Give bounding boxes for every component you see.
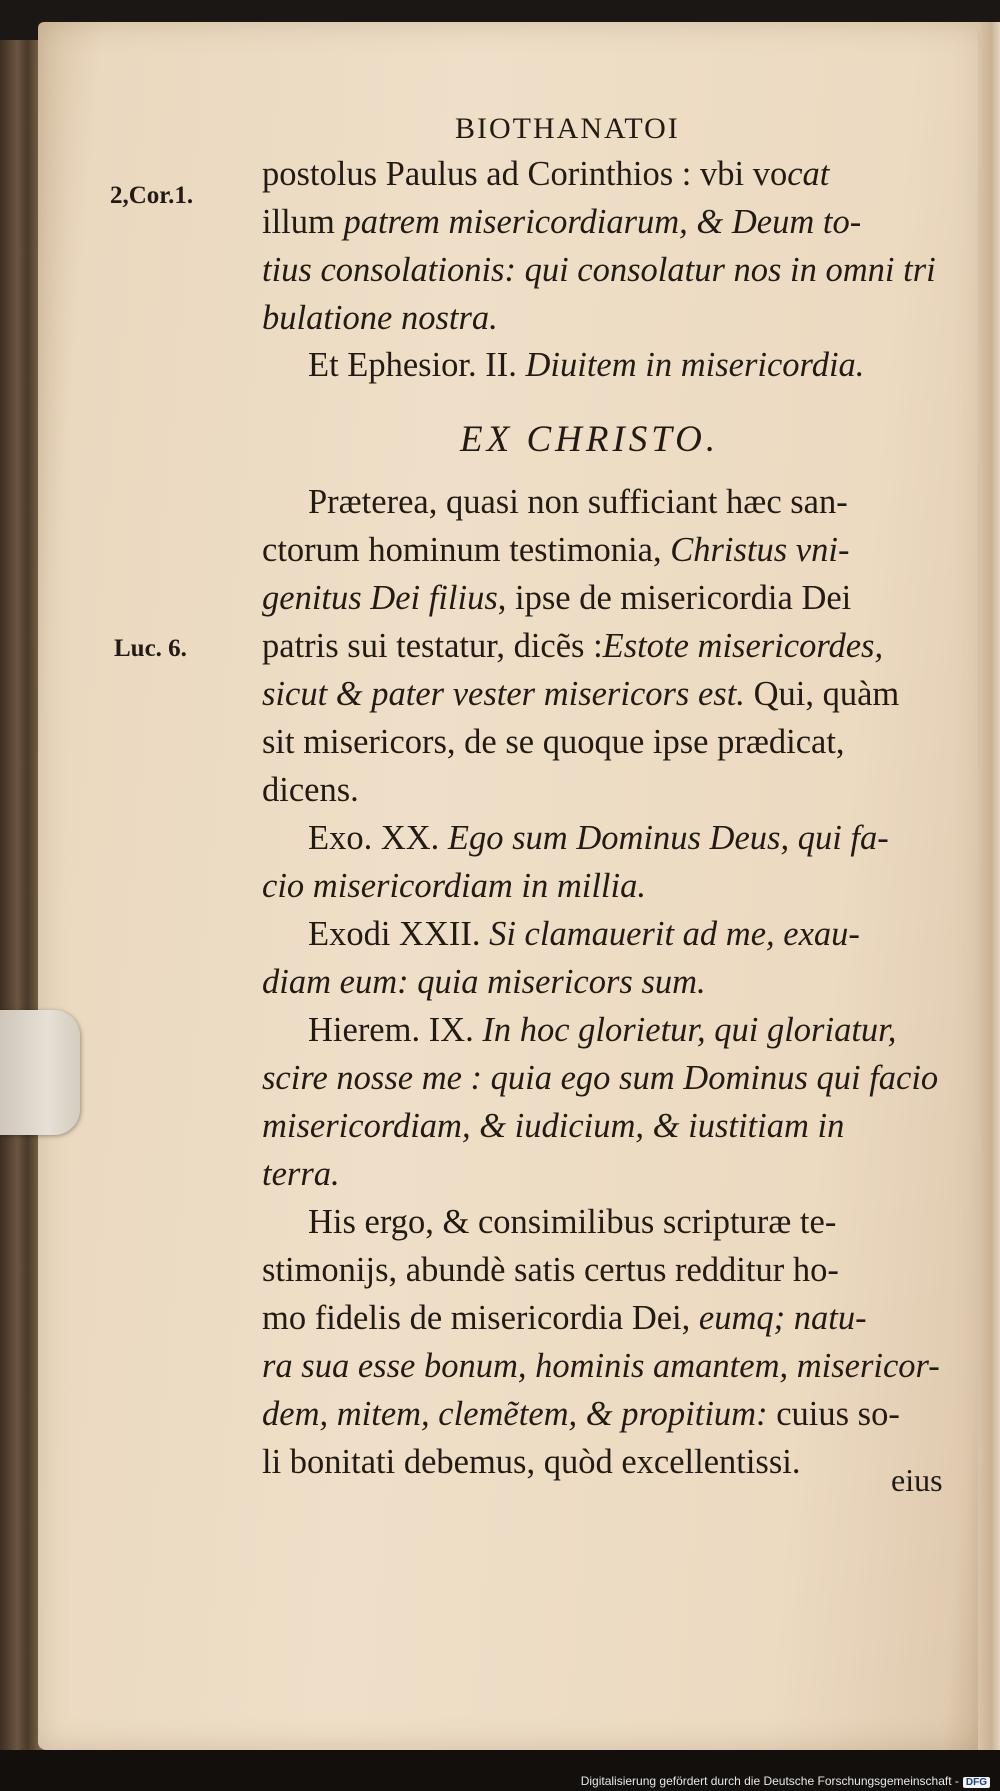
section-title: EX CHRISTO.	[460, 419, 720, 460]
text-line: His ergo, & consimilibus scripturæ te-	[308, 1203, 837, 1241]
catchword: eius	[891, 1462, 943, 1498]
text-line: Hierem. IX. In hoc glorietur, qui gloriatur,	[308, 1011, 897, 1049]
text-line: ctorum hominum testimonia, Christus vni-	[262, 531, 850, 569]
text-line: stimonijs, abundè satis certus redditur ho-	[262, 1251, 839, 1289]
text-line: postolus Paulus ad Corinthios : vbi vocat	[262, 155, 830, 193]
running-header: BIOTHANATOI	[455, 112, 680, 145]
text-line: tius consolationis: qui consolatur nos in omni tri	[262, 251, 936, 289]
footer-band	[0, 1750, 1000, 1791]
text-line: Exodi XXII. Si clamauerit ad me, exau-	[308, 915, 860, 953]
text-line: sit misericors, de se quoque ipse prædicat,	[262, 723, 845, 761]
text-line: terra.	[262, 1155, 340, 1193]
text-line: diam eum: quia misericors sum.	[262, 963, 706, 1001]
text-line: misericordiam, & iudicium, & iustitiam in	[262, 1107, 845, 1145]
text-line: sicut & pater vester misericors est. Qui, quàm	[262, 675, 900, 713]
text-line: genitus Dei filius, ipse de misericordia Dei	[262, 579, 852, 617]
text-line: patris sui testatur, dicẽs :Estote misericordes,	[262, 627, 884, 665]
text-line: Exo. XX. Ego sum Dominus Deus, qui fa-	[308, 819, 889, 857]
text-line: dicens.	[262, 771, 359, 809]
text-line: Et Ephesior. II. Diuitem in misericordia.	[308, 346, 865, 384]
text-line: bulatione nostra.	[262, 299, 498, 337]
credit-text: Digitalisierung gefördert durch die Deutsche Forschungsgemeinschaft -	[580, 1774, 959, 1788]
text-line: scire nosse me : quia ego sum Dominus qui facio	[262, 1059, 939, 1097]
dfg-logo: DFG	[963, 1777, 990, 1788]
text-line: dem, mitem, clemẽtem, & propitium: cuius so-	[262, 1395, 900, 1433]
digitization-credit	[581, 1774, 990, 1788]
text-line: illum patrem misericordiarum, & Deum to-	[262, 203, 862, 241]
text-line: cio misericordiam in millia.	[262, 867, 646, 905]
text-line: li bonitati debemus, quòd excellentissi.	[262, 1443, 801, 1481]
text-line: mo fidelis de misericordia Dei, eumq; natu-	[262, 1299, 867, 1337]
margin-note-luc: Luc. 6.	[114, 635, 187, 662]
text-line: Præterea, quasi non sufficiant hæc san-	[308, 483, 848, 521]
text-line: ra sua esse bonum, hominis amantem, misericor-	[262, 1347, 940, 1385]
margin-note-cor: 2,Cor.1.	[110, 182, 194, 209]
